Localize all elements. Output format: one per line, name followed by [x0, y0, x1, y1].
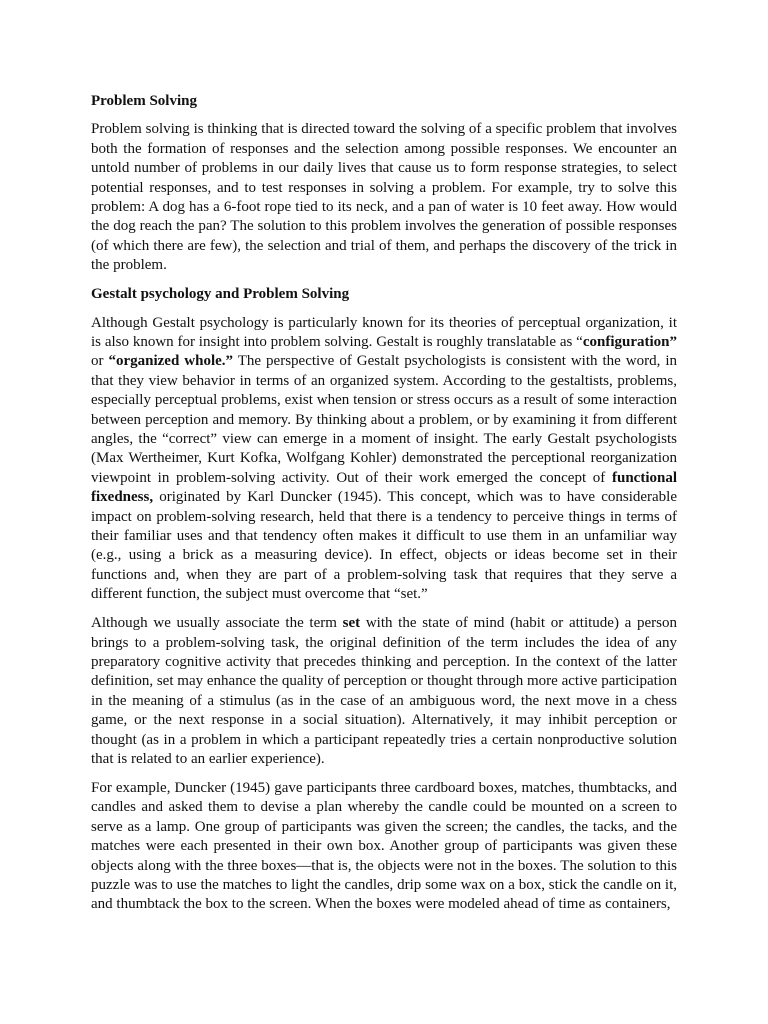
- paragraph-problem-solving: Problem solving is thinking that is directed toward the solving of a specific problem that involves both the formation of responses and the selection among possible responses. We encounter an untold number of problems in our daily lives that cause us to form response strategies, to select potential responses, and to test responses in solving a problem. For example, try to solve this problem: A dog has a 6-foot rope tied to its neck, and a pan of water is 10 feet away. How would the dog reach the pan? The solution to this problem involves the generation of possible responses (of which there are few), the selection and trial of them, and perhaps the discovery of the trick in the problem.: [91, 121, 677, 274]
- text-run: Although we usually associate the term: [91, 615, 343, 632]
- bold-set: set: [342, 615, 361, 632]
- paragraph-gestalt: [91, 314, 677, 605]
- paragraph-duncker-example: For example, Duncker (1945) gave participants three cardboard boxes, matches, thumbtacks, and candles and asked them to devise a plan whereby the candle could be mounted on a screen to serve as a lamp. One group of participants was given the screen; the candles, the tacks, and the matches were each presented in their own box. Another group of participants was given these objects along with the three boxes—that is, the objects were not in the boxes. The solution to this puzzle was to use the matches to light the candles, drip some wax on a box, stick the candle on it, and thumbtack the box to the screen. When the boxes were modeled ahead of time as containers,: [91, 779, 677, 913]
- heading-gestalt: Gestalt psychology and Problem Solving: [91, 286, 350, 303]
- document-page: [91, 92, 677, 924]
- text-run: The perspective of Gestalt psychologists is consistent with the word, in that they view behavior in terms of an organized system. According to the gestaltists, problems, especially perceptual problems, exist when tension or stress occurs as a result of some interaction between perception and memory. By thinking about a problem, or by examining it from different angles, the “correct” view can emerge in a moment of insight. The early Gestalt psychologists (Max Wertheimer, Kurt Kofka, Wolfgang Kohler) demonstrated the perceptional reorganization viewpoint in problem-solving activity. Out of their work emerged the concept of: [91, 353, 678, 486]
- bold-organized-whole: “organized whole.”: [108, 353, 234, 370]
- text-run: Although Gestalt psychology is particularly known for its theories of perceptual organization, it is also known for insight into problem solving. Gestalt is roughly translatable as “: [91, 314, 677, 350]
- paragraph-set: [91, 614, 677, 769]
- text-run: or: [91, 353, 109, 370]
- text-run: with the state of mind (habit or attitude) a person brings to a problem-solving task, the original definition of the term includes the idea of any preparatory cognitive activity that precedes thinking and perception. In the context of the latter definition, set may enhance the quality of perception or thought through more active participation in the meaning of a stimulus (as in the case of an ambiguous word, the next move in a chess game, or the next response in a social situation). Alternatively, it may inhibit perception or thought (as in a problem in which a participant repeatedly tries a certain nonproductive solution that is related to an earlier experience).: [91, 615, 677, 767]
- bold-configuration: configuration”: [582, 333, 677, 350]
- bold-functional-fixedness: functional fixedness,: [91, 469, 677, 506]
- text-run: originated by Karl Duncker (1945). This concept, which was to have considerable impact on problem-solving research, held that there is a tendency to perceive things in terms of their familiar uses and that tendency often makes it difficult to use them in an unfamiliar way (e.g., using a brick as a measuring device). In effect, objects or ideas become set in their functions and, when they are part of a problem-solving task that requires that they serve a different function, the subject must overcome that “set.”: [91, 489, 677, 603]
- heading-problem-solving: Problem Solving: [91, 93, 197, 109]
